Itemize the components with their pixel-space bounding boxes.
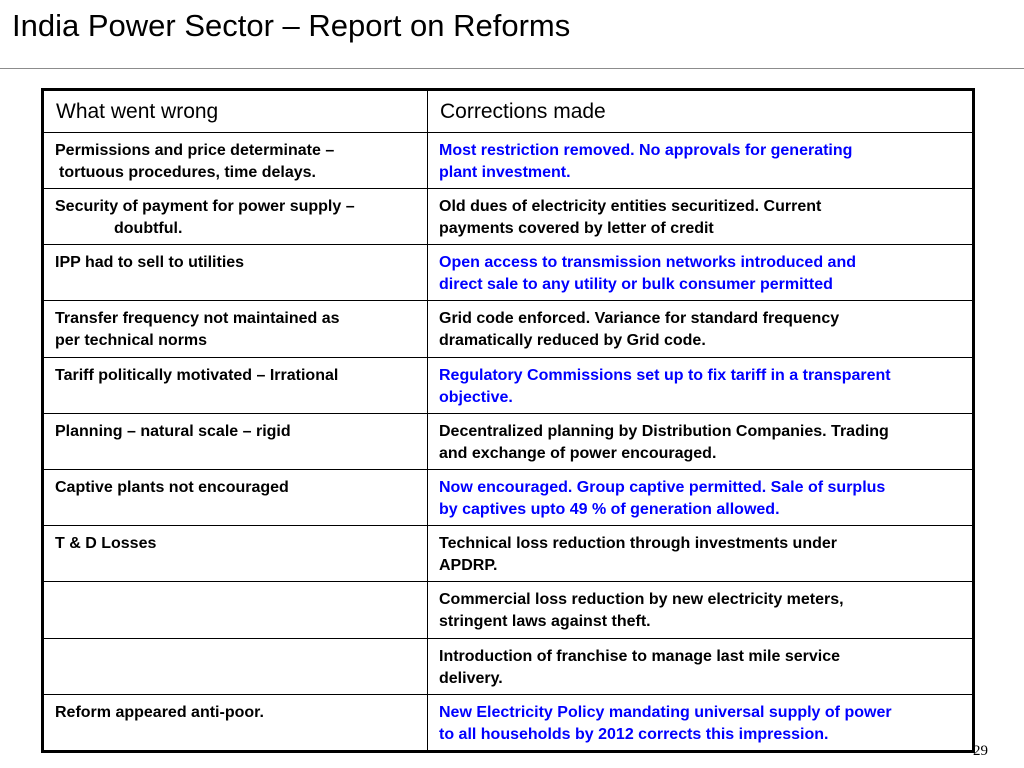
wrong-line: doubtful. [114, 220, 183, 237]
table-row [43, 695, 974, 752]
correction-line: Regulatory Commissions set up to fix tariff in a transparent [439, 367, 891, 384]
reforms-table [41, 88, 975, 753]
wrong-line: IPP had to sell to utilities [55, 254, 245, 271]
correction-cell [428, 695, 974, 752]
table-row [43, 470, 974, 526]
wrong-cell [43, 639, 428, 695]
correction-line: APDRP. [439, 557, 498, 574]
table-row [43, 301, 974, 358]
wrong-line: Planning – natural scale – rigid [55, 423, 291, 440]
title-divider [0, 68, 1024, 69]
correction-line: direct sale to any utility or bulk consumer permitted [439, 276, 833, 293]
wrong-line: tortuous procedures, time delays. [59, 164, 316, 181]
table-row [43, 133, 974, 189]
correction-line: New Electricity Policy mandating universal supply of power [439, 704, 892, 721]
correction-line: Old dues of electricity entities securitized. Current [439, 198, 822, 215]
table-row [43, 526, 974, 582]
table-header-row [43, 90, 974, 133]
table-row [43, 358, 974, 414]
wrong-line: Tariff politically motivated – Irrational [55, 367, 339, 384]
correction-line: and exchange of power encouraged. [439, 445, 717, 462]
correction-line: Decentralized planning by Distribution Companies. Trading [439, 423, 889, 440]
wrong-line: T & D Losses [55, 535, 157, 552]
correction-line: Technical loss reduction through investments under [439, 535, 837, 552]
page-number: 29 [973, 743, 988, 759]
column-header-corrections-made: Corrections made [428, 90, 974, 133]
correction-cell [428, 358, 974, 414]
wrong-cell [43, 133, 428, 189]
correction-line: Introduction of franchise to manage last mile service [439, 648, 840, 665]
wrong-cell [43, 526, 428, 582]
correction-line: Commercial loss reduction by new electricity meters, [439, 591, 844, 608]
wrong-cell [43, 470, 428, 526]
correction-cell [428, 526, 974, 582]
correction-cell [428, 582, 974, 639]
wrong-line: Captive plants not encouraged [55, 479, 289, 496]
table-row [43, 414, 974, 470]
correction-line: payments covered by letter of credit [439, 220, 714, 237]
correction-line: delivery. [439, 670, 503, 687]
wrong-cell [43, 358, 428, 414]
column-header-what-went-wrong: What went wrong [43, 90, 428, 133]
wrong-line: Reform appeared anti-poor. [55, 704, 264, 721]
table-row [43, 245, 974, 301]
correction-cell [428, 639, 974, 695]
correction-cell [428, 470, 974, 526]
table-row [43, 639, 974, 695]
correction-line: objective. [439, 389, 513, 406]
table-row [43, 582, 974, 639]
wrong-cell [43, 582, 428, 639]
correction-line: Grid code enforced. Variance for standard frequency [439, 310, 840, 327]
wrong-line: Permissions and price determinate – [55, 142, 335, 159]
wrong-cell [43, 695, 428, 752]
wrong-cell [43, 301, 428, 358]
wrong-line: Security of payment for power supply – [55, 198, 355, 215]
correction-line: Open access to transmission networks introduced and [439, 254, 856, 271]
wrong-line: Transfer frequency not maintained as [55, 310, 340, 327]
correction-cell [428, 245, 974, 301]
correction-line: to all households by 2012 corrects this impression. [439, 726, 829, 743]
table-row [43, 189, 974, 245]
slide-title: India Power Sector – Report on Reforms [12, 8, 571, 43]
wrong-cell [43, 414, 428, 470]
wrong-cell [43, 189, 428, 245]
correction-line: dramatically reduced by Grid code. [439, 332, 706, 349]
correction-cell [428, 301, 974, 358]
correction-cell [428, 189, 974, 245]
wrong-cell [43, 245, 428, 301]
correction-line: Most restriction removed. No approvals for generating [439, 142, 853, 159]
correction-cell [428, 133, 974, 189]
correction-line: stringent laws against theft. [439, 613, 651, 630]
correction-line: plant investment. [439, 164, 571, 181]
wrong-line: per technical norms [55, 332, 208, 349]
correction-line: Now encouraged. Group captive permitted. Sale of surplus [439, 479, 886, 496]
correction-cell [428, 414, 974, 470]
correction-line: by captives upto 49 % of generation allowed. [439, 501, 780, 518]
